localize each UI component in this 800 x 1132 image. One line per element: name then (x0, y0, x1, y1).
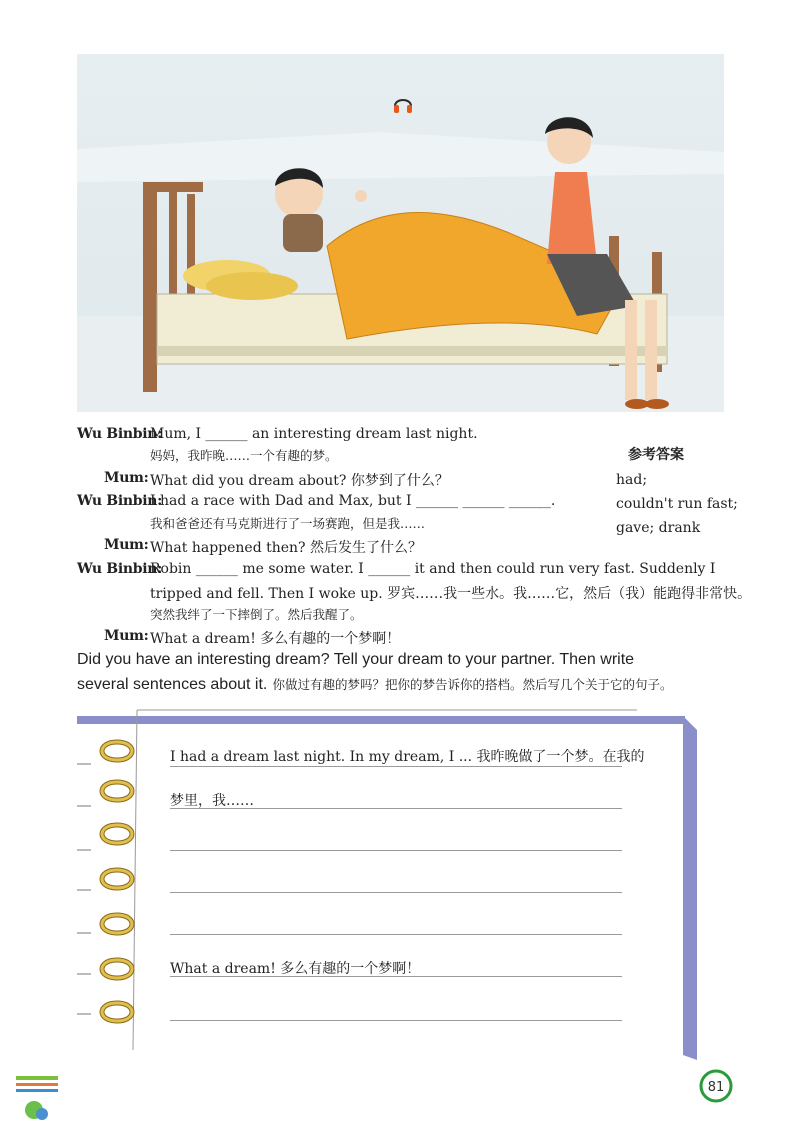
dialogue-translation: 我和爸爸还有马克斯进行了一场赛跑，但是我…… (150, 516, 426, 531)
page-number: 81 (707, 1080, 725, 1095)
writing-line (170, 934, 622, 935)
dialogue-line: I had a race with Dad and Max, but I ______ ______ ______. (150, 493, 556, 509)
task-instruction: Did you have an interesting dream? Tell your dream to your partner. Then write (77, 651, 635, 668)
speaker-mum: Mum: (104, 628, 149, 644)
dialogue-translation: 妈妈，我昨晚……一个有趣的梦。 (150, 448, 338, 463)
speaker-mum: Mum: (104, 537, 149, 553)
notebook-closing-line: What a dream! 多么有趣的一个梦啊！ (170, 961, 421, 977)
dialogue-line: What did you dream about? 你梦到了什么？ (150, 473, 449, 489)
answer-line: had; (616, 472, 648, 488)
task-instruction-en: several sentences about it. (77, 676, 268, 693)
answer-line: couldn't run fast; (616, 496, 738, 512)
dialogue-line: What a dream! 多么有趣的一个梦啊！ (150, 631, 401, 647)
publisher-logo (12, 1074, 62, 1130)
answer-line: gave; drank (616, 520, 701, 536)
writing-line (170, 808, 622, 809)
writing-line (170, 766, 622, 767)
writing-line (170, 976, 622, 977)
speaker-wu-binbin: Wu Binbin: (77, 493, 162, 509)
writing-line (170, 1020, 622, 1021)
dialogue-line: tripped and fell. Then I woke up. 罗宾……我一些水。我……它，然后（我）能跑得非常快。 (150, 586, 752, 602)
speaker-wu-binbin: Wu Binbin: (77, 561, 162, 577)
dialogue-line: Mum, I ______ an interesting dream last night. (150, 426, 478, 442)
notebook-prompt-line1: I had a dream last night. In my dream, I ... 我昨晚做了一个梦。在我的 (170, 749, 645, 765)
speaker-mum: Mum: (104, 470, 149, 486)
notebook-prompt-line2: 梦里，我…… (170, 793, 254, 809)
answer-key-title: 参考答案 (628, 447, 684, 463)
dialogue-translation: 突然我绊了一下摔倒了。然后我醒了。 (150, 607, 363, 622)
dialogue-line: Robin ______ me some water. I ______ it and then could run very fast. Suddenly I (150, 561, 716, 577)
task-instruction-zh: 你做过有趣的梦吗？把你的梦告诉你的搭档。然后写几个关于它的句子。 (272, 677, 673, 692)
writing-line (170, 850, 622, 851)
headphones-icon[interactable] (392, 93, 414, 115)
speaker-wu-binbin: Wu Binbin: (77, 426, 162, 442)
writing-line (170, 892, 622, 893)
dialogue-line: What happened then? 然后发生了什么？ (150, 540, 423, 556)
page-number-badge (696, 1066, 736, 1106)
